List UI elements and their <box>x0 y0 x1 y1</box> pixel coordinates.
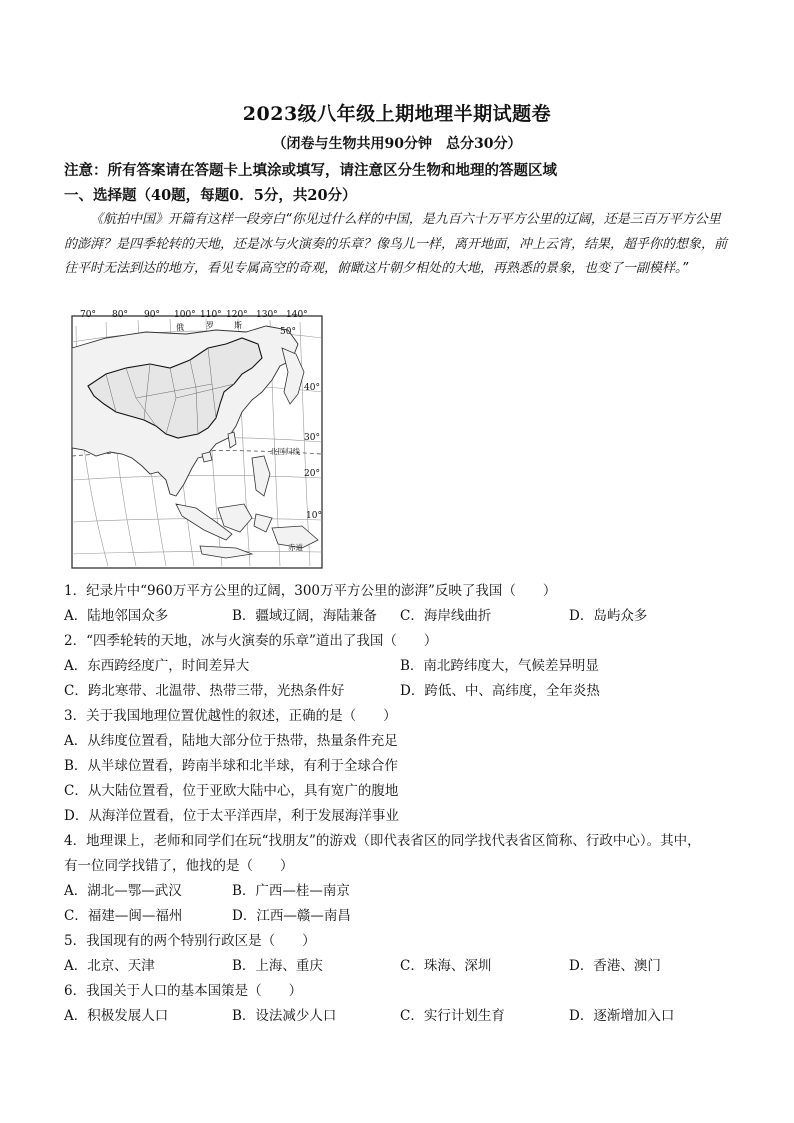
question-4-stem: 4．地理课上，老师和同学们在玩“找朋友”的游戏（即代表省区的同学找代表省区简称、行政中心）。其中， <box>64 833 701 849</box>
q6-option-a[interactable]: A．积极发展人口 <box>64 1008 169 1024</box>
lon-label-90: 90° <box>144 310 160 320</box>
q6-option-c[interactable]: C．实行计划生育 <box>400 1008 505 1024</box>
q3-option-d[interactable]: D．从海洋位置看，位于太平洋西岸，利于发展海洋事业 <box>64 808 399 824</box>
question-4-stem-continued: 有一位同学找错了，他找的是（ ） <box>64 858 294 874</box>
map-label-tropic: 北回归线 <box>270 447 300 456</box>
q4-option-d[interactable]: D．江西—赣—南昌 <box>232 908 351 924</box>
reading-passage: 《航拍中国》开篇有这样一段旁白“你见过什么样的中国，是九百六十万平方公里的辽阔，还是三百万平方公里的澎湃？是四季轮转的天地，还是冰与火演奏的乐章？像鸟儿一样，离开地面，冲上云宵，结果，超乎你的想象，前往平时无法到达的地方，看见专属高空的奇观，俯瞰这片朝夕相处的大地，再熟悉的景象，也变了一副模样。” <box>64 212 728 276</box>
lat-label-10: 10° <box>306 511 322 521</box>
lon-label-100: 100° <box>174 310 196 320</box>
lon-label-130: 130° <box>256 310 278 320</box>
q5-option-d[interactable]: D．香港、澳门 <box>569 958 661 974</box>
q4-option-a[interactable]: A．湖北—鄂—武汉 <box>64 883 182 899</box>
q4-option-c[interactable]: C．福建—闽—福州 <box>64 908 183 924</box>
lon-label-120: 120° <box>226 310 248 320</box>
lon-label-110: 110° <box>200 310 222 320</box>
q6-option-d[interactable]: D．逐渐增加入口 <box>569 1008 675 1024</box>
q3-option-b[interactable]: B．从半球位置看，跨南半球和北半球，有利于全球合作 <box>64 758 398 774</box>
question-2-stem: 2．“四季轮转的天地，冰与火演奏的乐章”道出了我国（ ） <box>64 633 438 649</box>
lat-label-20: 20° <box>304 469 320 479</box>
exam-subtitle: （闭卷与生物共用90分钟 总分30分） <box>272 136 522 152</box>
q2-option-c[interactable]: C．跨北寒带、北温带、热带三带，光热条件好 <box>64 683 345 699</box>
q5-option-a[interactable]: A．北京、天津 <box>64 958 155 974</box>
question-3-stem: 3．关于我国地理位置优越性的叙述，正确的是（ ） <box>64 708 397 724</box>
q1-option-b[interactable]: B．疆域辽阔，海陆兼备 <box>232 608 377 624</box>
question-6-stem: 6．我国关于人口的基本国策是（ ） <box>64 983 303 999</box>
lon-label-70: 70° <box>80 310 96 320</box>
map-label-e: 俄 <box>176 323 184 332</box>
question-1-stem: 1．纪录片中“960万平方公里的辽阔，300万平方公里的澎湃”反映了我国（ ） <box>64 583 557 599</box>
lat-label-30: 30° <box>304 433 320 443</box>
notice-text: 注意：所有答案请在答题卡上填涂或填写，请注意区分生物和地理的答题区域 <box>64 162 557 179</box>
question-5-stem: 5．我国现有的两个特别行政区是（ ） <box>64 933 316 949</box>
q2-option-d[interactable]: D．跨低、中、高纬度，全年炎热 <box>400 683 600 699</box>
q5-option-c[interactable]: C．珠海、深圳 <box>400 958 492 974</box>
lon-label-80: 80° <box>112 310 128 320</box>
map-label-luo: 罗 <box>206 321 214 330</box>
exam-title: 2023级八年级上期地理半期试题卷 <box>242 103 552 125</box>
lon-label-140: 140° <box>286 310 308 320</box>
q1-option-d[interactable]: D．岛屿众多 <box>569 608 648 624</box>
lat-label-50: 50° <box>280 327 296 337</box>
q3-option-c[interactable]: C．从大陆位置看，位于亚欧大陆中心，具有宽广的腹地 <box>64 783 399 799</box>
q2-option-b[interactable]: B．南北跨纬度大，气候差异明显 <box>400 658 599 674</box>
q3-option-a[interactable]: A．从纬度位置看，陆地大部分位于热带，热量条件充足 <box>64 733 398 749</box>
lat-label-40: 40° <box>304 383 320 393</box>
q5-option-b[interactable]: B．上海、重庆 <box>232 958 323 974</box>
q6-option-b[interactable]: B．设法减少人口 <box>232 1008 337 1024</box>
china-map <box>66 308 326 570</box>
map-label-equator: 赤道 <box>288 543 303 552</box>
q4-option-b[interactable]: B．广西—桂—南京 <box>232 883 350 899</box>
q2-option-a[interactable]: A．东西跨经度广，时间差异大 <box>64 658 250 674</box>
q1-option-c[interactable]: C．海岸线曲折 <box>400 608 492 624</box>
section-heading: 一、选择题（40题，每题0．5分，共20分） <box>64 187 357 204</box>
q1-option-a[interactable]: A．陆地邻国众多 <box>64 608 169 624</box>
map-label-si: 斯 <box>234 321 242 330</box>
